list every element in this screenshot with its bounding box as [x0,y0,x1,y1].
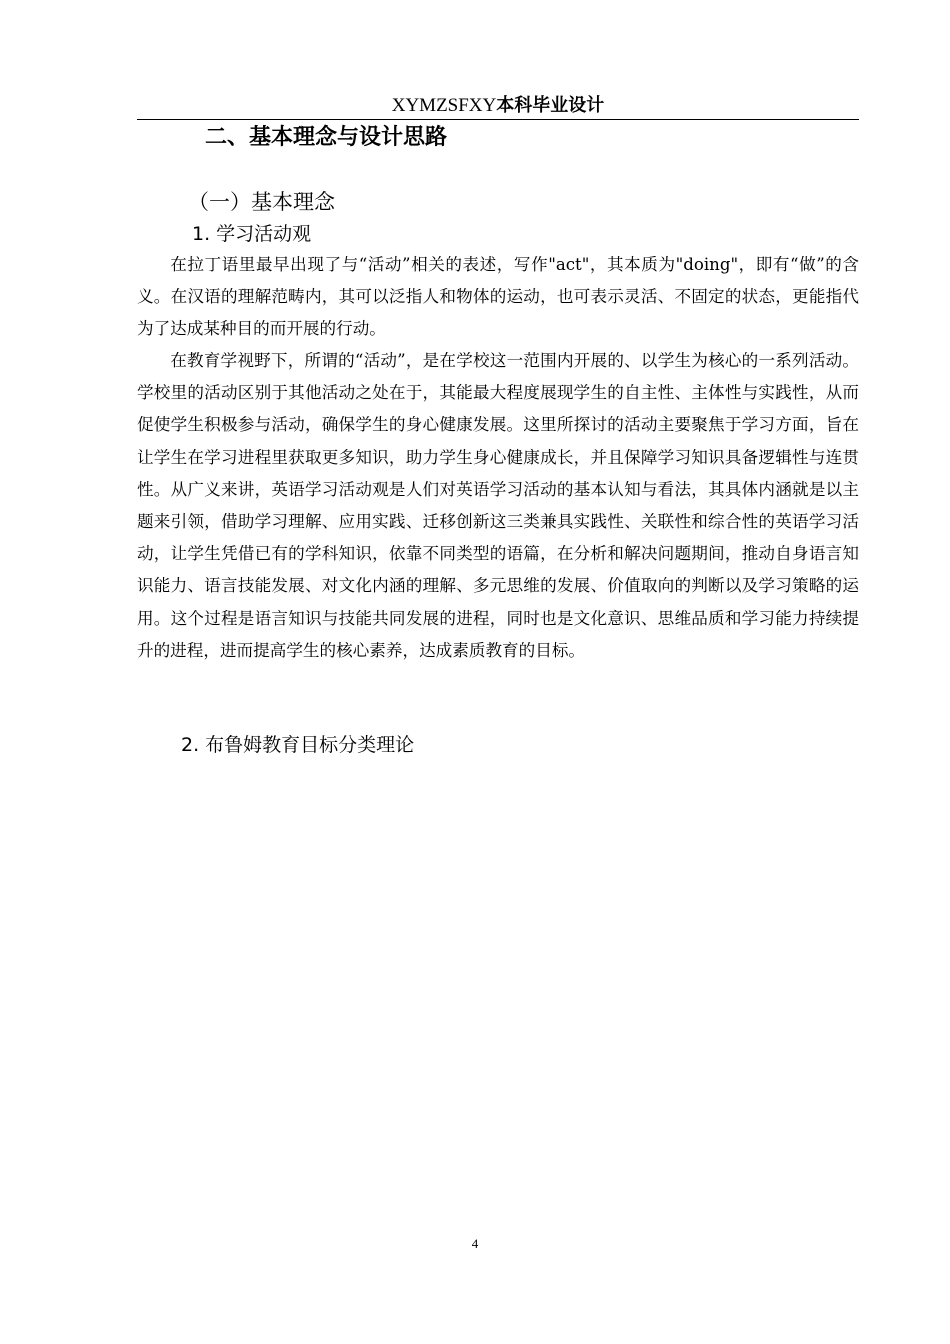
paragraph: 在教育学视野下，所谓的“活动”，是在学校这一范围内开展的、以学生为核心的一系列活动。学校里的活动区别于其他活动之处在于，其能最大程度展现学生的自主性、主体性与实践性，从而促使学生积极参与活动，确保学生的身心健康发展。这里所探讨的活动主要聚焦于学习方面，旨在让学生在学习进程里获取更多知识，助力学生身心健康成长，并且保障学习知识具备逻辑性与连贯性。从广义来讲，英语学习活动观是人们对英语学习活动的基本认知与看法，其具体内涵就是以主题来引领，借助学习理解、应用实践、迁移创新这三类兼具实践性、关联性和综合性的英语学习活动，让学生凭借已有的学科知识，依靠不同类型的语篇，在分析和解决问题期间，推动自身语言知识能力、语言技能发展、对文化内涵的理解、多元思维的发展、价值取向的判断以及学习策略的运用。这个过程是语言知识与技能共同发展的进程，同时也是文化意识、思维品质和学习能力持续提升的进程，进而提高学生的核心素养，达成素质教育的目标。 [137,351,859,660]
page-number: 4 [471,1236,479,1251]
section-title: 二、基本理念与设计思路 [205,125,448,150]
header-divider [137,119,859,120]
item-title-bloom-taxonomy: 2. 布鲁姆教育目标分类理论 [181,734,415,756]
item-title-learning-activity: 1. 学习活动观 [192,223,312,245]
header-title: 本科毕业设计 [496,95,605,116]
header-code: XYMZSFXY [391,95,497,116]
subsection-title: （一）基本理念 [188,190,335,214]
paragraph: 在拉丁语里最早出现了与“活动”相关的表述，写作"act"，其本质为"doing"，即有“做”的含义。在汉语的理解范畴内，其可以泛指人和物体的运动，也可表示灵活、不固定的状态，更能指代为了达成某种目的而开展的行动。 [137,255,859,339]
page-header [137,92,859,118]
